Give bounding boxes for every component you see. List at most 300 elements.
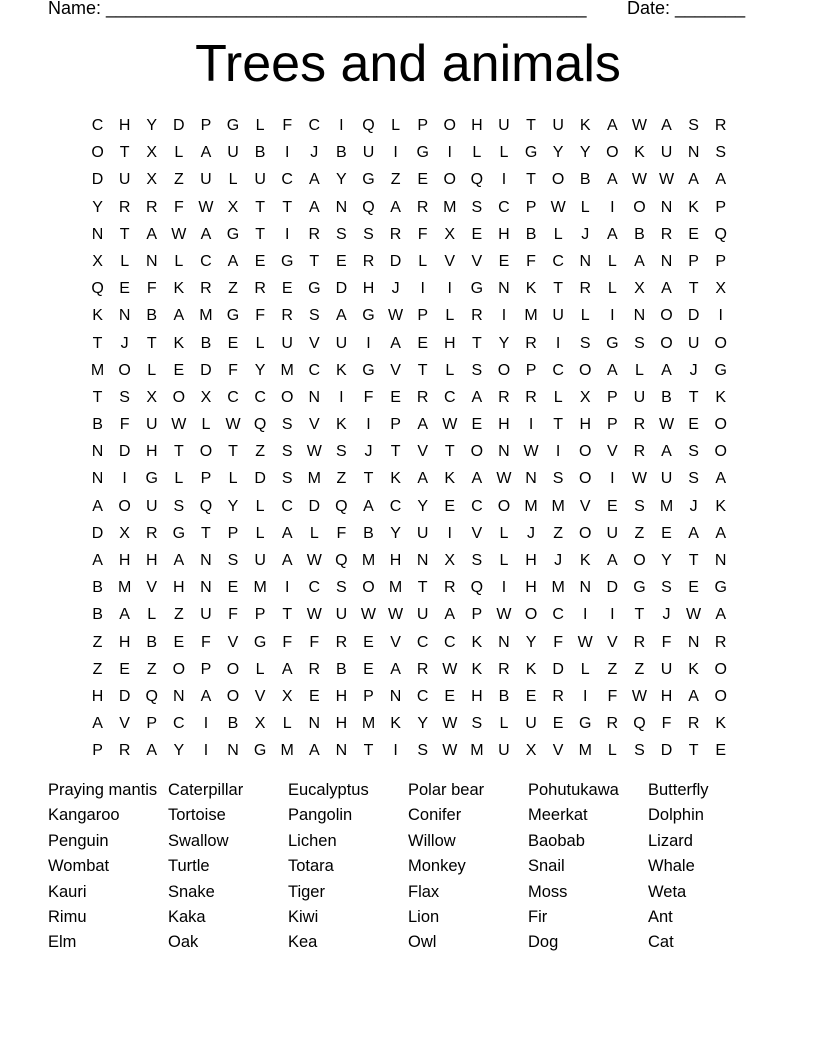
grid-letter: R bbox=[281, 307, 293, 325]
grid-letter: Z bbox=[173, 171, 184, 189]
grid-letter: L bbox=[553, 225, 563, 243]
grid-letter: P bbox=[606, 388, 618, 406]
grid-letter: W bbox=[306, 443, 322, 461]
grid-letter: G bbox=[226, 225, 240, 243]
grid-letter: E bbox=[688, 579, 699, 597]
word-list-item: Owl bbox=[408, 933, 437, 952]
word-search-grid bbox=[84, 112, 734, 765]
grid-letter: T bbox=[526, 117, 536, 134]
grid-letter: K bbox=[471, 633, 483, 651]
grid-letter: R bbox=[118, 742, 131, 760]
grid-letter: E bbox=[308, 687, 320, 705]
grid-letter: G bbox=[416, 144, 429, 162]
grid-letter: N bbox=[687, 633, 700, 651]
grid-letter: I bbox=[420, 280, 425, 298]
grid-letter: V bbox=[417, 443, 428, 461]
grid-letter: L bbox=[445, 361, 455, 379]
word-list-item: Elm bbox=[48, 933, 77, 952]
grid-letter: C bbox=[416, 687, 429, 705]
grid-letter: H bbox=[471, 687, 483, 705]
grid-letter: C bbox=[308, 361, 321, 379]
word-list-item: Fir bbox=[528, 907, 548, 926]
grid-letter: W bbox=[496, 470, 512, 488]
grid-letter: U bbox=[498, 742, 510, 760]
grid-letter: P bbox=[254, 606, 266, 624]
grid-letter: C bbox=[389, 497, 402, 515]
grid-letter: R bbox=[308, 225, 321, 243]
grid-letter: O bbox=[579, 524, 592, 542]
grid-letter: I bbox=[284, 225, 290, 243]
grid-letter: B bbox=[661, 388, 672, 406]
word-list-item: Pangolin bbox=[288, 806, 353, 825]
grid-letter: M bbox=[280, 742, 294, 760]
grid-letter: A bbox=[390, 334, 401, 352]
grid-letter: U bbox=[335, 606, 348, 624]
word-list-item: Ant bbox=[648, 907, 673, 926]
grid-letter: V bbox=[119, 715, 130, 733]
grid-letter: M bbox=[470, 742, 484, 760]
grid-letter: R bbox=[660, 225, 673, 243]
grid-letter: A bbox=[281, 552, 293, 569]
grid-letter: F bbox=[282, 117, 293, 134]
grid-letter: N bbox=[579, 579, 592, 597]
grid-letter: F bbox=[309, 633, 320, 651]
grid-letter: O bbox=[172, 388, 186, 406]
grid-letter: I bbox=[447, 280, 452, 298]
grid-letter: S bbox=[688, 443, 699, 461]
grid-letter: D bbox=[335, 280, 348, 298]
grid-letter: L bbox=[499, 524, 509, 542]
grid-letter: M bbox=[388, 579, 403, 597]
grid-letter: K bbox=[336, 416, 347, 434]
grid-letter: Z bbox=[634, 660, 645, 678]
word-list-item: Kea bbox=[288, 933, 318, 952]
grid-letter: O bbox=[714, 443, 727, 461]
grid-letter: L bbox=[309, 524, 319, 542]
grid-letter: R bbox=[525, 334, 537, 352]
grid-letter: Z bbox=[228, 280, 238, 298]
grid-letter: V bbox=[390, 361, 401, 379]
grid-letter: T bbox=[146, 334, 157, 352]
word-list-item: Kiwi bbox=[288, 907, 319, 926]
word-list-item: Dog bbox=[528, 933, 559, 952]
grid-letter: S bbox=[634, 334, 645, 352]
grid-letter: X bbox=[254, 715, 266, 733]
grid-letter: Q bbox=[335, 497, 348, 515]
word-list-item: Oak bbox=[168, 933, 199, 952]
grid-letter: O bbox=[470, 443, 484, 461]
grid-letter: F bbox=[119, 416, 130, 434]
grid-letter: O bbox=[714, 660, 727, 678]
grid-letter: X bbox=[444, 552, 456, 569]
grid-letter: S bbox=[579, 334, 591, 352]
grid-letter: K bbox=[336, 361, 347, 379]
grid-letter: W bbox=[658, 171, 675, 189]
grid-letter: U bbox=[145, 416, 158, 434]
grid-letter: C bbox=[498, 198, 510, 216]
grid-letter: I bbox=[501, 171, 507, 189]
grid-letter: C bbox=[416, 633, 429, 651]
grid-letter: A bbox=[606, 552, 618, 569]
grid-letter: F bbox=[526, 252, 536, 270]
grid-letter: X bbox=[146, 388, 158, 406]
grid-letter: P bbox=[525, 361, 537, 379]
grid-letter: N bbox=[579, 252, 592, 270]
grid-letter: V bbox=[471, 252, 483, 270]
grid-letter: L bbox=[147, 361, 157, 379]
grid-letter: A bbox=[281, 524, 293, 542]
grid-letter: U bbox=[335, 334, 348, 352]
grid-letter: O bbox=[118, 497, 131, 515]
grid-letter: M bbox=[253, 579, 267, 597]
grid-letter: K bbox=[471, 660, 483, 678]
word-list-item: Praying mantis bbox=[48, 781, 158, 799]
grid-letter: H bbox=[91, 687, 104, 705]
grid-letter: C bbox=[200, 252, 212, 270]
grid-letter: M bbox=[90, 361, 105, 379]
grid-letter: N bbox=[335, 742, 348, 760]
grid-letter: I bbox=[393, 742, 398, 760]
grid-letter: A bbox=[715, 470, 727, 488]
grid-letter: N bbox=[145, 252, 158, 270]
grid-letter: F bbox=[661, 633, 672, 651]
word-list-item: Eucalyptus bbox=[288, 781, 369, 799]
grid-letter: N bbox=[633, 307, 646, 325]
grid-row bbox=[84, 112, 734, 139]
grid-letter: T bbox=[119, 144, 130, 162]
grid-letter: M bbox=[551, 579, 565, 597]
grid-letter: R bbox=[633, 633, 646, 651]
grid-row bbox=[84, 248, 734, 275]
grid-letter: C bbox=[552, 252, 564, 270]
grid-letter: A bbox=[390, 198, 401, 216]
grid-letter: K bbox=[390, 470, 401, 488]
grid-letter: K bbox=[715, 715, 727, 733]
grid-letter: D bbox=[389, 252, 402, 270]
page-title: Trees and animals bbox=[195, 35, 621, 93]
grid-letter: S bbox=[281, 443, 293, 461]
grid-letter: B bbox=[336, 660, 347, 678]
grid-letter: C bbox=[471, 497, 483, 515]
grid-letter: R bbox=[389, 225, 402, 243]
grid-letter: Q bbox=[145, 687, 158, 705]
grid-letter: I bbox=[122, 470, 127, 488]
grid-letter: F bbox=[417, 225, 428, 243]
grid-letter: P bbox=[363, 687, 374, 705]
grid-letter: O bbox=[280, 388, 294, 406]
grid-letter: Y bbox=[661, 552, 672, 569]
grid-letter: Q bbox=[470, 171, 484, 189]
grid-letter: K bbox=[173, 334, 185, 352]
grid-letter: B bbox=[498, 687, 510, 705]
grid-letter: R bbox=[362, 252, 375, 270]
grid-letter: U bbox=[687, 334, 700, 352]
grid-letter: F bbox=[228, 606, 238, 624]
grid-letter: Y bbox=[146, 117, 158, 134]
grid-letter: X bbox=[119, 524, 130, 542]
grid-letter: O bbox=[226, 687, 240, 705]
grid-letter: V bbox=[471, 524, 483, 542]
grid-letter: O bbox=[606, 144, 619, 162]
grid-letter: Q bbox=[335, 552, 348, 569]
grid-letter: W bbox=[442, 742, 458, 760]
grid-letter: E bbox=[444, 687, 456, 705]
grid-letter: M bbox=[551, 497, 565, 515]
grid-letter: O bbox=[362, 579, 375, 597]
grid-letter: P bbox=[417, 117, 428, 134]
grid-letter: L bbox=[499, 144, 509, 162]
grid-letter: T bbox=[363, 470, 374, 488]
grid-letter: A bbox=[606, 225, 618, 243]
grid-letter: A bbox=[173, 307, 185, 325]
grid-letter: Q bbox=[470, 579, 484, 597]
grid-letter: O bbox=[714, 416, 727, 434]
grid-letter: T bbox=[471, 334, 482, 352]
grid-letter: P bbox=[200, 470, 212, 488]
grid-letter: M bbox=[659, 497, 674, 515]
grid-letter: P bbox=[390, 416, 401, 434]
grid-letter: B bbox=[254, 144, 266, 162]
grid-letter: J bbox=[120, 334, 129, 352]
word-list-item: Caterpillar bbox=[168, 781, 244, 799]
grid-letter: E bbox=[119, 660, 130, 678]
grid-letter: U bbox=[552, 117, 564, 134]
grid-letter: O bbox=[118, 361, 131, 379]
grid-letter: L bbox=[255, 497, 265, 515]
grid-letter: G bbox=[145, 470, 158, 488]
grid-letter: P bbox=[417, 307, 428, 325]
grid-letter: L bbox=[445, 307, 455, 325]
grid-letter: G bbox=[253, 742, 267, 760]
grid-letter: I bbox=[610, 470, 615, 488]
grid-letter: H bbox=[145, 443, 158, 461]
grid-letter: P bbox=[146, 715, 158, 733]
grid-letter: N bbox=[118, 307, 131, 325]
grid-letter: K bbox=[173, 280, 185, 298]
grid-letter: B bbox=[227, 715, 239, 733]
grid-letter: L bbox=[607, 252, 617, 270]
name-field-label: Name: ________________________________________________ bbox=[48, 0, 587, 18]
grid-letter: X bbox=[200, 388, 212, 406]
grid-letter: X bbox=[146, 144, 158, 162]
grid-row bbox=[84, 166, 734, 193]
grid-letter: B bbox=[92, 606, 103, 624]
grid-letter: T bbox=[390, 443, 401, 461]
grid-letter: R bbox=[714, 633, 727, 651]
grid-letter: N bbox=[389, 687, 402, 705]
grid-row bbox=[84, 384, 734, 411]
grid-letter: B bbox=[634, 225, 645, 243]
grid-row bbox=[84, 710, 734, 737]
grid-letter: V bbox=[227, 633, 239, 651]
grid-letter: S bbox=[363, 225, 374, 243]
word-list-item: Kauri bbox=[48, 882, 87, 901]
grid-letter: F bbox=[201, 633, 211, 651]
grid-letter: T bbox=[417, 579, 428, 597]
grid-letter: V bbox=[254, 687, 266, 705]
grid-letter: Y bbox=[417, 497, 428, 515]
grid-letter: E bbox=[552, 715, 564, 733]
grid-letter: I bbox=[284, 144, 290, 162]
grid-letter: W bbox=[225, 416, 241, 434]
grid-letter: Z bbox=[92, 633, 103, 651]
word-list-item: Lizard bbox=[648, 831, 693, 850]
grid-letter: N bbox=[687, 144, 700, 162]
grid-letter: T bbox=[228, 443, 238, 461]
grid-letter: A bbox=[308, 198, 320, 216]
grid-letter: I bbox=[393, 144, 398, 162]
grid-letter: E bbox=[417, 171, 428, 189]
grid-row bbox=[84, 357, 734, 384]
grid-letter: T bbox=[92, 334, 103, 352]
grid-letter: T bbox=[201, 524, 211, 542]
word-list-item: Wombat bbox=[48, 857, 110, 876]
grid-letter: N bbox=[498, 633, 510, 651]
word-list-item: Cat bbox=[648, 933, 674, 952]
grid-letter: S bbox=[173, 497, 185, 515]
grid-letter: X bbox=[92, 252, 103, 270]
grid-letter: G bbox=[524, 144, 538, 162]
grid-letter: U bbox=[552, 307, 564, 325]
grid-letter: U bbox=[633, 388, 646, 406]
grid-letter: J bbox=[689, 497, 698, 515]
grid-letter: D bbox=[308, 497, 321, 515]
grid-letter: T bbox=[417, 361, 428, 379]
grid-letter: H bbox=[498, 416, 510, 434]
grid-letter: E bbox=[688, 225, 699, 243]
grid-letter: W bbox=[306, 552, 322, 569]
grid-letter: C bbox=[173, 715, 185, 733]
grid-letter: U bbox=[200, 171, 212, 189]
grid-row bbox=[84, 601, 734, 628]
grid-letter: D bbox=[118, 687, 131, 705]
grid-letter: K bbox=[444, 470, 456, 488]
grid-letter: L bbox=[580, 198, 590, 216]
grid-letter: D bbox=[173, 117, 185, 134]
grid-letter: Z bbox=[553, 524, 564, 542]
grid-letter: R bbox=[416, 388, 429, 406]
grid-letter: C bbox=[227, 388, 239, 406]
grid-letter: R bbox=[308, 660, 321, 678]
grid-letter: O bbox=[497, 497, 511, 515]
grid-letter: L bbox=[255, 660, 265, 678]
grid-letter: K bbox=[579, 117, 591, 134]
grid-letter: O bbox=[660, 334, 673, 352]
grid-letter: D bbox=[118, 443, 131, 461]
grid-letter: U bbox=[118, 171, 131, 189]
grid-letter: T bbox=[444, 443, 455, 461]
grid-letter: S bbox=[688, 470, 699, 488]
grid-letter: W bbox=[523, 443, 539, 461]
grid-letter: V bbox=[308, 334, 320, 352]
grid-letter: Z bbox=[336, 470, 347, 488]
grid-letter: L bbox=[201, 416, 211, 434]
grid-letter: G bbox=[362, 171, 375, 189]
grid-letter: G bbox=[308, 280, 321, 298]
grid-letter: U bbox=[200, 606, 212, 624]
grid-row bbox=[84, 683, 734, 710]
grid-letter: C bbox=[552, 606, 564, 624]
grid-letter: W bbox=[442, 416, 458, 434]
grid-letter: S bbox=[688, 117, 699, 134]
grid-letter: K bbox=[715, 497, 727, 515]
grid-letter: S bbox=[471, 552, 483, 569]
grid-letter: A bbox=[92, 552, 103, 569]
grid-letter: Y bbox=[336, 171, 347, 189]
grid-letter: S bbox=[634, 742, 645, 760]
grid-letter: S bbox=[227, 552, 239, 569]
grid-letter: E bbox=[444, 497, 456, 515]
grid-letter: A bbox=[417, 416, 428, 434]
grid-letter: A bbox=[634, 252, 645, 270]
grid-letter: R bbox=[416, 660, 429, 678]
grid-letter: A bbox=[715, 606, 727, 624]
grid-letter: W bbox=[631, 117, 647, 134]
grid-letter: M bbox=[117, 579, 132, 597]
grid-letter: R bbox=[416, 198, 429, 216]
grid-letter: O bbox=[443, 117, 456, 134]
grid-letter: E bbox=[688, 416, 699, 434]
grid-letter: Y bbox=[417, 715, 428, 733]
grid-row bbox=[84, 656, 734, 683]
word-list-item: Tortoise bbox=[168, 806, 226, 825]
grid-letter: H bbox=[335, 687, 348, 705]
grid-letter: A bbox=[606, 117, 618, 134]
grid-letter: Z bbox=[390, 171, 401, 189]
grid-letter: E bbox=[390, 388, 401, 406]
grid-letter: G bbox=[226, 117, 240, 134]
grid-letter: H bbox=[498, 225, 510, 243]
grid-letter: H bbox=[118, 633, 131, 651]
grid-letter: M bbox=[524, 497, 538, 515]
grid-letter: T bbox=[255, 198, 265, 216]
grid-letter: E bbox=[471, 225, 483, 243]
grid-letter: S bbox=[281, 416, 293, 434]
grid-letter: U bbox=[525, 715, 537, 733]
grid-letter: A bbox=[227, 252, 239, 270]
grid-letter: T bbox=[363, 742, 374, 760]
grid-letter: Y bbox=[390, 524, 401, 542]
grid-letter: R bbox=[552, 687, 564, 705]
grid-letter: E bbox=[173, 633, 185, 651]
grid-letter: K bbox=[688, 660, 699, 678]
grid-letter: S bbox=[336, 579, 347, 597]
grid-letter: R bbox=[714, 117, 727, 134]
grid-letter: T bbox=[119, 225, 130, 243]
grid-letter: X bbox=[715, 280, 727, 298]
grid-letter: U bbox=[416, 606, 429, 624]
grid-letter: R bbox=[579, 280, 592, 298]
grid-letter: I bbox=[203, 742, 209, 760]
grid-letter: Y bbox=[498, 334, 510, 352]
grid-letter: L bbox=[499, 552, 509, 569]
grid-letter: V bbox=[579, 497, 591, 515]
grid-letter: Z bbox=[92, 660, 103, 678]
grid-letter: J bbox=[581, 225, 590, 243]
grid-letter: P bbox=[606, 416, 618, 434]
grid-letter: P bbox=[471, 606, 483, 624]
grid-letter: U bbox=[227, 144, 239, 162]
grid-letter: A bbox=[688, 171, 699, 189]
grid-letter: N bbox=[91, 443, 104, 461]
word-list-item: Snail bbox=[528, 857, 565, 876]
grid-letter: A bbox=[688, 524, 699, 542]
grid-letter: B bbox=[579, 171, 591, 189]
grid-letter: C bbox=[308, 117, 321, 134]
grid-letter: H bbox=[145, 552, 158, 569]
grid-letter: T bbox=[282, 606, 293, 624]
grid-letter: M bbox=[443, 198, 457, 216]
